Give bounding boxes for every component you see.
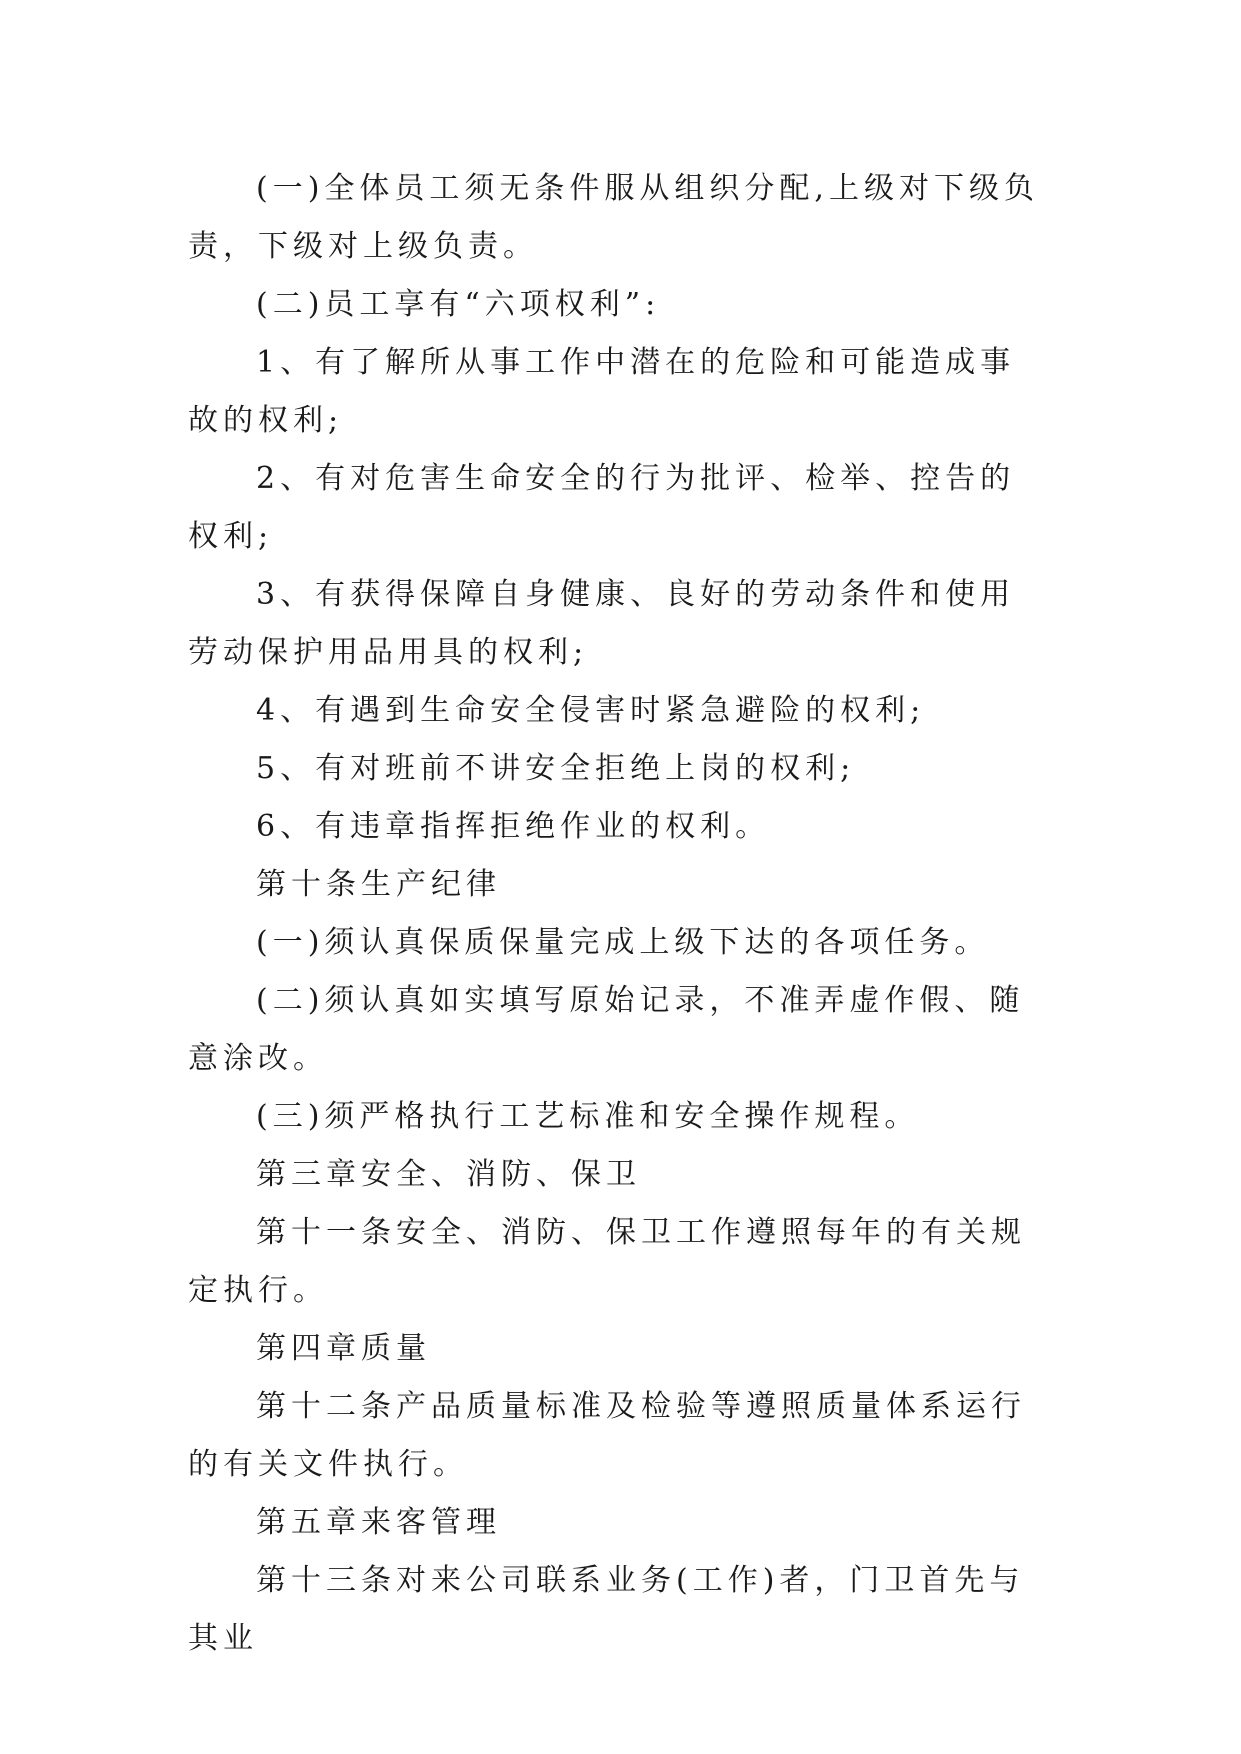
paragraph-right-6: 6、有违章指挥拒绝作业的权利。 xyxy=(256,809,771,844)
chapter-4-heading: 第四章质量 xyxy=(256,1331,431,1366)
paragraph-obey-assignment: (一)全体员工须无条件服从组织分配,上级对下级负责，下级对上级负责。 xyxy=(188,171,1039,264)
paragraph-right-3: 3、有获得保障自身健康、良好的劳动条件和使用劳动保护用品用具的权利; xyxy=(188,577,1016,670)
paragraph-article-11: 第十一条安全、消防、保卫工作遵照每年的有关规定执行。 xyxy=(188,1215,1026,1308)
document-body xyxy=(188,160,1050,1668)
paragraph-article-10-item-2: (二)须认真如实填写原始记录，不准弄虚作假、随意涂改。 xyxy=(188,983,1025,1076)
paragraph-right-1: 1、有了解所从事工作中潜在的危险和可能造成事故的权利; xyxy=(188,345,1016,438)
paragraph-right-4: 4、有遇到生命安全侵害时紧急避险的权利; xyxy=(256,693,926,728)
article-10-heading: 第十条生产纪律 xyxy=(256,867,501,902)
paragraph-article-12: 第十二条产品质量标准及检验等遵照质量体系运行的有关文件执行。 xyxy=(188,1389,1026,1482)
paragraph-right-2: 2、有对危害生命安全的行为批评、检举、控告的权利; xyxy=(188,461,1016,554)
chapter-5-heading: 第五章来客管理 xyxy=(256,1505,501,1540)
paragraph-six-rights-heading: (二)员工享有“六项权利”: xyxy=(256,287,661,322)
paragraph-article-13: 第十三条对来公司联系业务(工作)者，门卫首先与其业 xyxy=(188,1563,1025,1656)
chapter-3-heading: 第三章安全、消防、保卫 xyxy=(256,1157,641,1192)
paragraph-article-10-item-3: (三)须严格执行工艺标准和安全操作规程。 xyxy=(256,1099,920,1134)
paragraph-article-10-item-1: (一)须认真保质保量完成上级下达的各项任务。 xyxy=(256,925,990,960)
paragraph-right-5: 5、有对班前不讲安全拒绝上岗的权利; xyxy=(256,751,856,786)
